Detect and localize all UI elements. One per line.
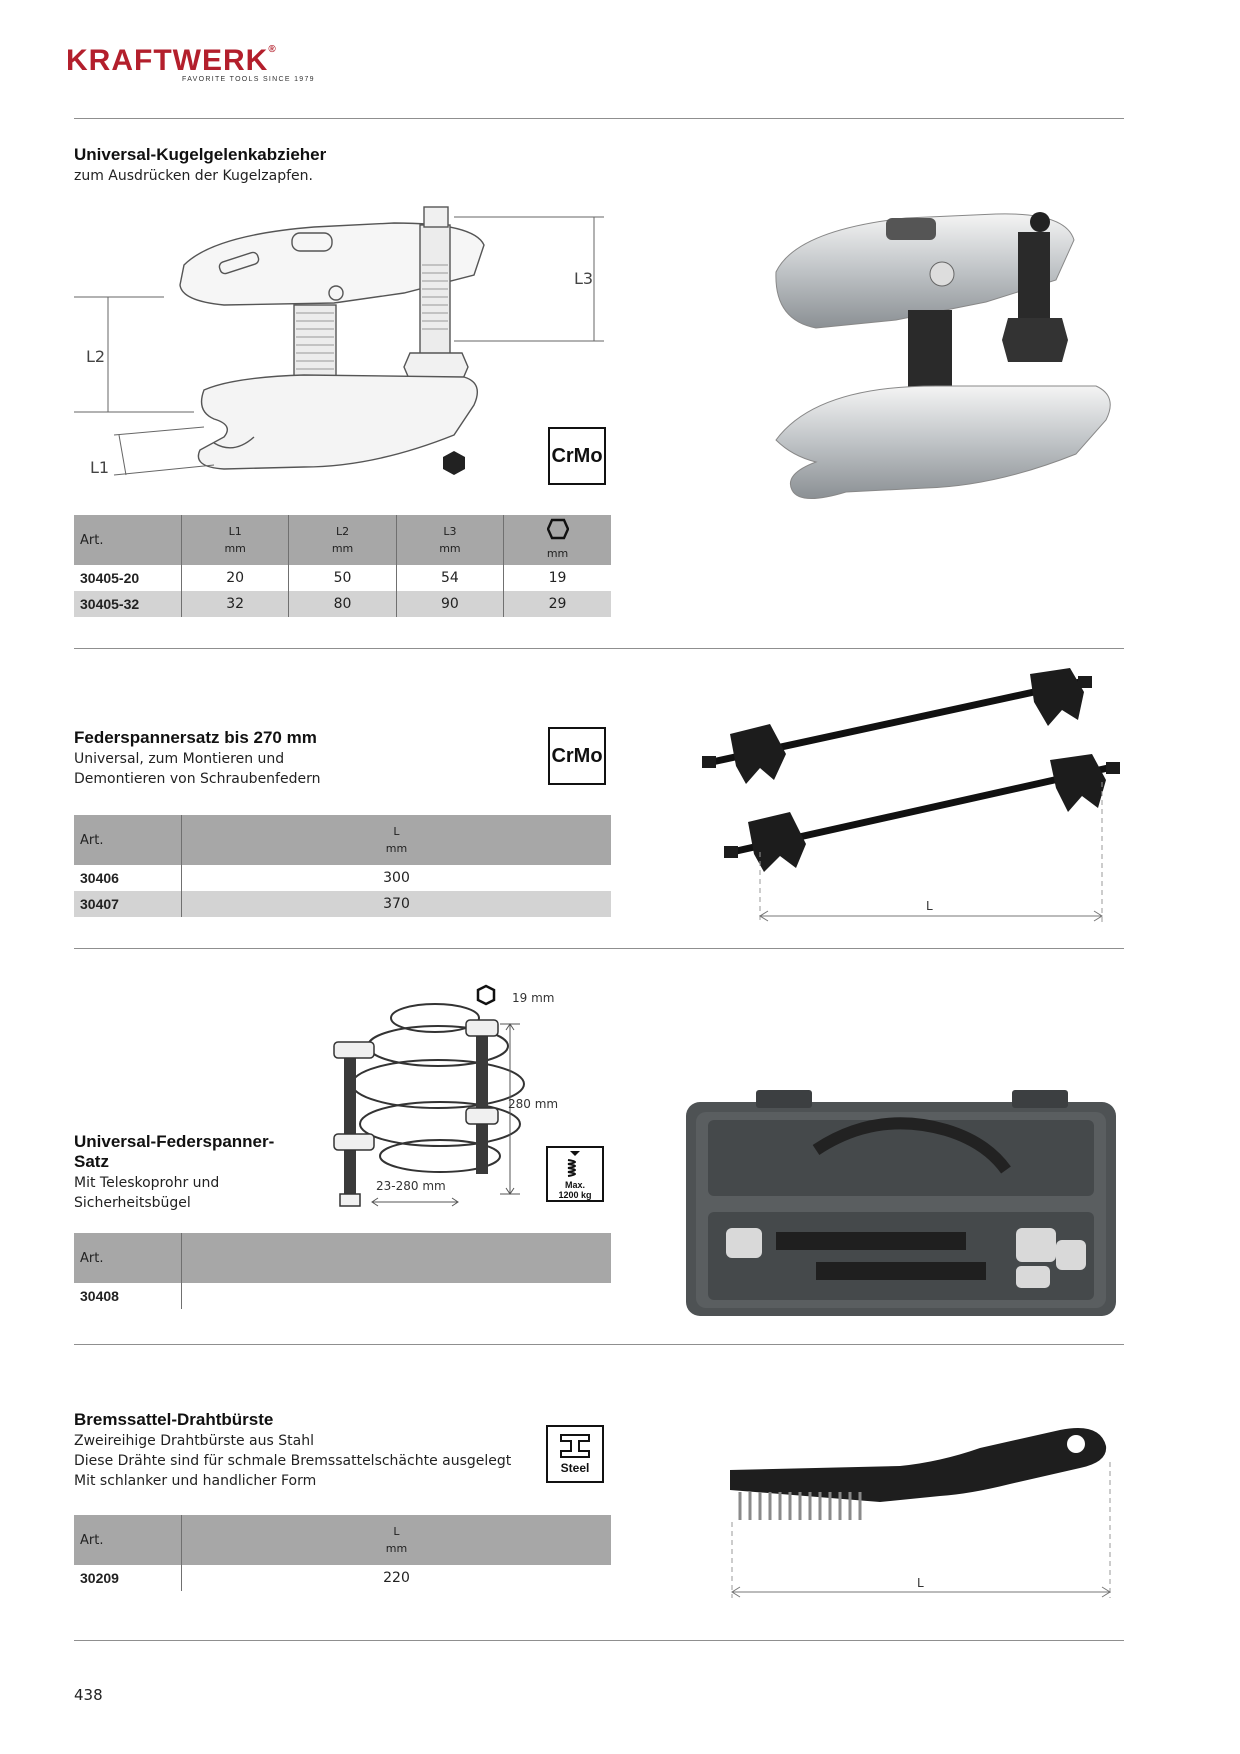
- brand-name: KRAFTWERK: [66, 44, 269, 77]
- hexagon-wrench-icon: [547, 518, 569, 540]
- col-header-art: Art.: [74, 815, 182, 865]
- table-row: 30408: [74, 1283, 611, 1309]
- dim-label-l1: L1: [90, 458, 110, 477]
- section-title: Universal-Federspanner- Satz: [74, 1132, 275, 1171]
- col-header-empty: [182, 1233, 612, 1283]
- divider: [74, 1344, 1124, 1345]
- section-title: Bremssattel-Drahtbürste: [74, 1410, 274, 1429]
- max-load-badge: Max. 1200 kg: [546, 1146, 604, 1202]
- section-title: Federspannersatz bis 270 mm: [74, 728, 317, 747]
- spec-table-30209: [74, 1515, 611, 1591]
- spring-compressor-photo: [700, 662, 1120, 932]
- crmo-badge: CrMo: [548, 427, 606, 485]
- table-row: 30406 300: [74, 865, 611, 891]
- divider: [74, 118, 1124, 119]
- dim-label-hex: 19 mm: [512, 991, 555, 1005]
- dim-label-l3: L3: [574, 269, 594, 288]
- section-description: Mit Teleskoprohr und Sicherheitsbügel: [74, 1175, 220, 1211]
- dim-label-l: L: [926, 899, 933, 913]
- col-header-art: Art.: [74, 1233, 182, 1283]
- divider: [74, 648, 1124, 649]
- steel-badge: Steel: [546, 1425, 604, 1483]
- spring-load-icon: [560, 1150, 590, 1180]
- spring-compressor-case-photo: [686, 1090, 1116, 1320]
- col-header-l1: L1 mm: [182, 515, 289, 565]
- section-description: zum Ausdrücken der Kugelzapfen.: [74, 168, 313, 184]
- ball-joint-puller-drawing: [74, 205, 624, 495]
- dim-label-l2: L2: [86, 347, 106, 366]
- section-description: Universal, zum Montieren und Demontieren von Schraubenfedern: [74, 751, 321, 787]
- col-header-art: Art.: [74, 515, 182, 565]
- dim-label-l: L: [917, 1576, 924, 1590]
- dim-label-height: 280 mm: [508, 1097, 559, 1111]
- dim-label-width: 23-280 mm: [376, 1179, 446, 1193]
- col-header-l: L mm: [182, 815, 612, 865]
- section-description: Zweireihige Drahtbürste aus Stahl Diese Drähte sind für schmale Bremssattelschächte ausgelegt Mit schlanker und handlicher Form: [74, 1433, 512, 1489]
- divider: [74, 948, 1124, 949]
- wire-brush-photo: [720, 1422, 1125, 1602]
- col-header-l3: L3 mm: [396, 515, 503, 565]
- crmo-badge: CrMo: [548, 727, 606, 785]
- col-header-l2: L2 mm: [289, 515, 396, 565]
- table-row: 30407 370: [74, 891, 611, 917]
- registered-mark: ®: [268, 44, 277, 55]
- spec-table-30406: [74, 815, 611, 917]
- ball-joint-puller-photo: [756, 210, 1126, 520]
- col-header-art: Art.: [74, 1515, 182, 1565]
- section-title: Universal-Kugelgelenkabzieher: [74, 145, 327, 164]
- brand-logo: [66, 44, 277, 78]
- table-row: 30209 220: [74, 1565, 611, 1591]
- steel-beam-icon: [557, 1431, 593, 1461]
- page-number: 438: [74, 1686, 103, 1704]
- col-header-wrench-size: mm: [504, 515, 611, 565]
- table-row: 30405-32 32 80 90 29: [74, 591, 611, 617]
- spec-table-30405: [74, 515, 611, 617]
- divider: [74, 1640, 1124, 1641]
- brand-tagline: FAVORITE TOOLS SINCE 1979: [182, 76, 315, 83]
- spec-table-30408: [74, 1233, 611, 1309]
- coil-spring-compressor-drawing: [330, 984, 580, 1224]
- table-row: 30405-20 20 50 54 19: [74, 565, 611, 591]
- col-header-l: L mm: [182, 1515, 612, 1565]
- hexagon-icon: [478, 986, 494, 1004]
